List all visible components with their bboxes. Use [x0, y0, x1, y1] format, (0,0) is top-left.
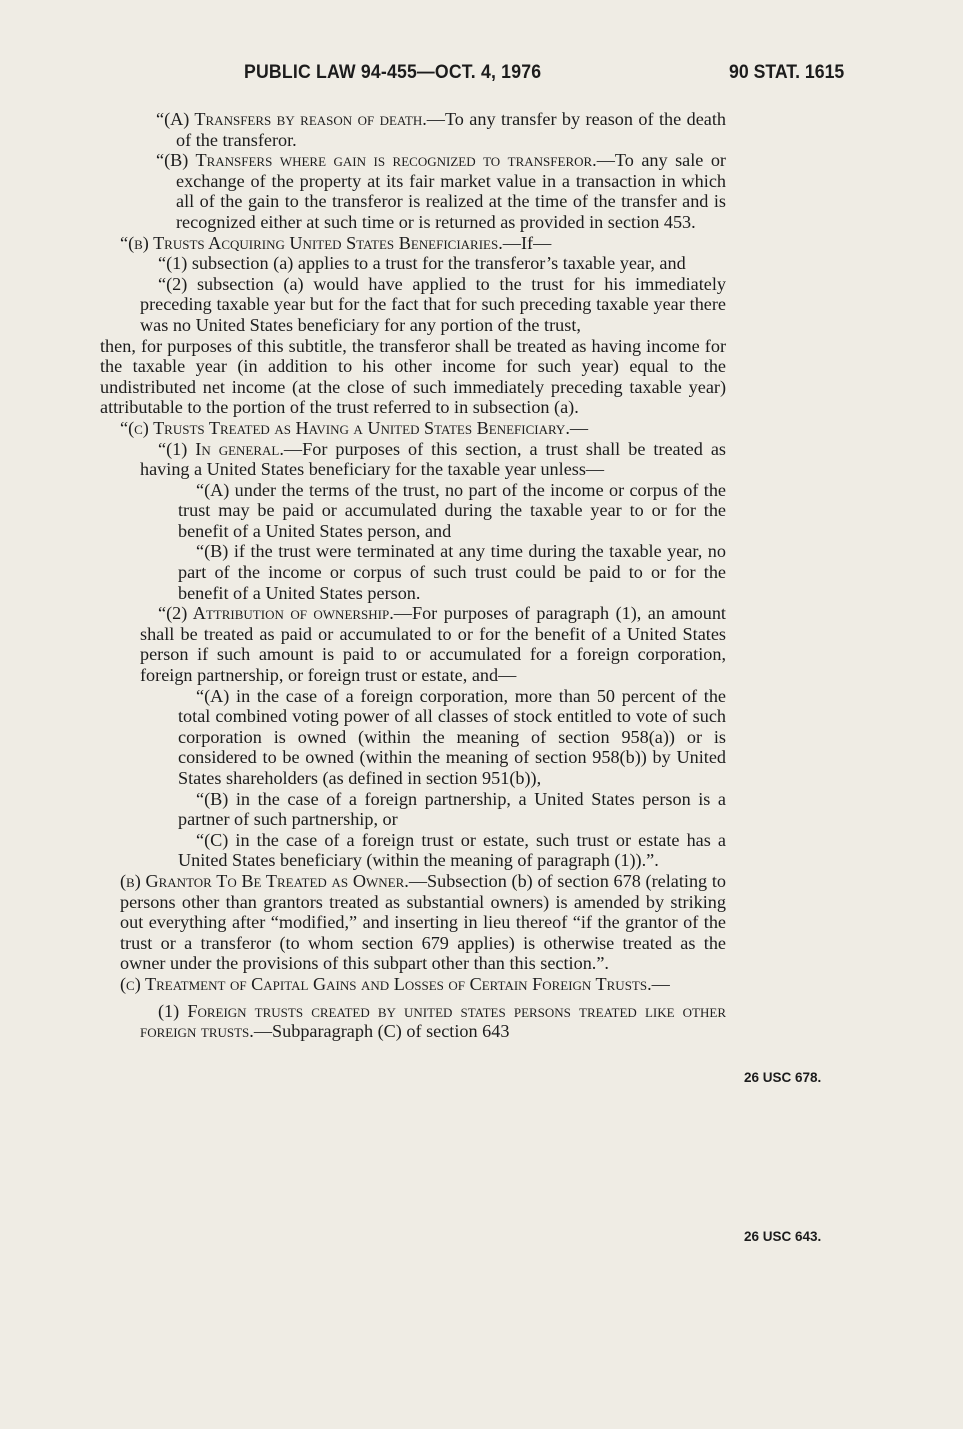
paragraph-c-1-A: “(A) under the terms of the trust, no part of the income or corpus of the trust may be paid or accumulated during the taxable year to or for the benefit of a United States person, and [178, 479, 726, 541]
paragraph-c-2-A: “(A) in the case of a foreign corporation, more than 50 percent of the total combined voting power of all classes of stock entitled to vote of such corporation is owned (within the meaning of section 958(a)) or is considered to be owned (within the meaning of section 958(b)) by United States shareholders (as defined in section 951(b)), [178, 685, 726, 788]
heading-trusts-acquiring: “(b) Trusts Acquiring United States Beneficiaries. [120, 232, 503, 253]
paragraph-a-A: “(A) Transfers by reason of death.—To any transfer by reason of the death of the transferor. [156, 109, 726, 150]
paragraph-c-2: “(2) Attribution of ownership.—For purposes of paragraph (1), an amount shall be treated as paid or accumulated to or for the benefit of a United States person if such amount is paid to or accumulated for a foreign corporation, foreign partnership, or foreign trust or estate, and— [140, 603, 726, 686]
statute-page-number: 90 STAT. 1615 [729, 62, 845, 83]
paragraph-c-2-C: “(C) in the case of a foreign trust or estate, such trust or estate has a United States beneficiary (within the meaning of paragraph (1)).”. [178, 829, 726, 871]
heading-transfers-death: “(A) Transfers by reason of death. [156, 109, 427, 129]
paragraph-c-1: “(1) In general.—For purposes of this section, a trust shall be treated as having a United States beneficiary for the taxable year unless— [140, 438, 726, 480]
paragraph-c-1-B: “(B) if the trust were terminated at any time during the taxable year, no part of the income or corpus of such trust could be paid to or for the benefit of a United States person. [178, 541, 726, 603]
heading-capital-gains: (c) Treatment of Capital Gains and Losses of Certain Foreign Trusts. [120, 973, 652, 994]
margin-note-26-usc-643: 26 USC 643. [744, 1229, 822, 1244]
subsection-b: “(b) Trusts Acquiring United States Beneficiaries.—If— [120, 232, 552, 253]
heading-trusts-treated: “(c) Trusts Treated as Having a United States Beneficiary. [120, 417, 570, 438]
heading-attribution: “(2) Attribution of ownership. [158, 603, 394, 624]
heading-foreign-trusts: (1) Foreign trusts created by united states persons treated like other foreign trusts. [140, 1000, 726, 1042]
paragraph-sc-1: (1) Foreign trusts created by united states persons treated like other foreign trusts.—Subparagraph (C) of section 643 [140, 1000, 726, 1042]
statute-body [100, 109, 726, 1042]
public-law-header: PUBLIC LAW 94-455—OCT. 4, 1976 [244, 62, 542, 83]
paragraph-b-2: “(2) subsection (a) would have applied to the trust for his immediately preceding taxable year but for the fact that for such preceding taxable year there was no United States beneficiary for any portion of the trust, [140, 273, 726, 335]
heading-grantor-owner: (b) Grantor To Be Treated as Owner. [120, 870, 409, 891]
section-b-grantor: (b) Grantor To Be Treated as Owner.—Subsection (b) of section 678 (relating to persons other than grantors treated as substantial owners) is amended by striking out everything after “modified,” and inserting in lieu thereof “if the grantor of the trust or a transferor (to whom section 679 applies) is otherwise treated as the owner under the provisions of this subpart other than this section.”. [120, 870, 726, 974]
margin-note-26-usc-678: 26 USC 678. [744, 1070, 822, 1085]
paragraph-a-B: “(B) Transfers where gain is recognized to transferor.—To any sale or exchange of the property at its fair market value in a transaction in which all of the gain to the transferor is realized at the time of the transfer and is recognized either at such time or is returned as provided in section 453. [156, 150, 726, 232]
heading-in-general: “(1) In general. [158, 438, 284, 459]
subsection-c: “(c) Trusts Treated as Having a United States Beneficiary.— [120, 417, 589, 438]
paragraph-c-2-B: “(B) in the case of a foreign partnership, a United States person is a partner of such partnership, or [178, 788, 726, 830]
heading-transfers-gain: “(B) Transfers where gain is recognized to transferor. [156, 150, 597, 171]
paragraph-b-1: “(1) subsection (a) applies to a trust for the transferor’s taxable year, and [158, 253, 686, 274]
paragraph-b-then: then, for purposes of this subtitle, the transferor shall be treated as having income for the taxable year (in addition to his other income for such year) equal to the undistributed net income (at the close of such immediately preceding taxable year) attributable to the portion of the trust referred to in subsection (a). [100, 335, 726, 418]
section-c-capital-gains: (c) Treatment of Capital Gains and Losses of Certain Foreign Trusts.— [120, 973, 670, 994]
